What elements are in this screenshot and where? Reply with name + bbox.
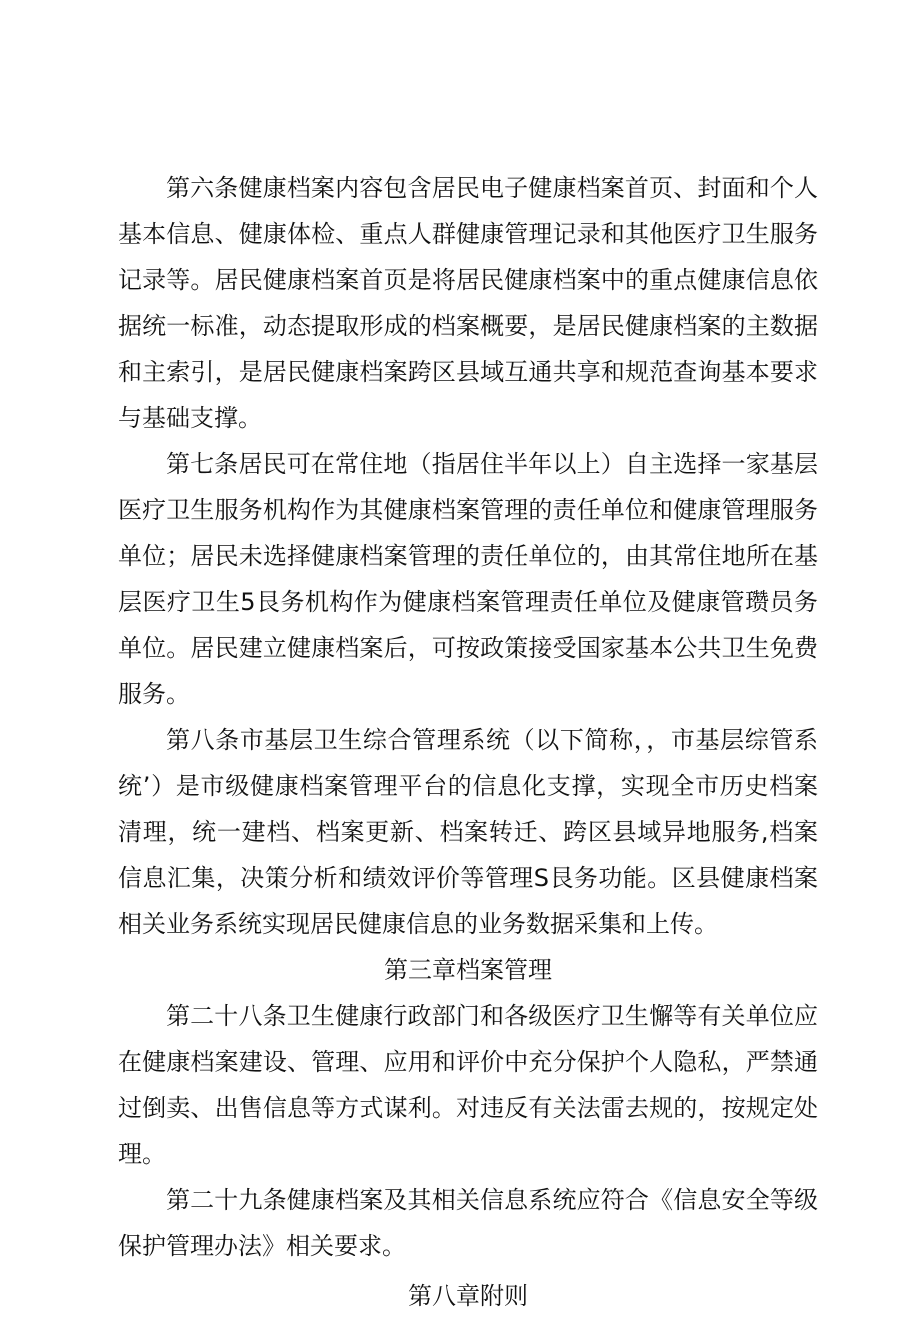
article-28-paragraph: 第二十八条卫生健康行政部门和各级医疗卫生懈等有关单位应在健康档案建设、管理、应用和评价中充分保护个人隐私，严禁通过倒卖、出售信息等方式谋利。对违反有关法雷去规的，按规定处理。: [118, 1002, 818, 1168]
chapter-8-heading: 第八章附则: [408, 1282, 528, 1310]
article-8-paragraph: 第八条市基层卫生综合管理系统（以下简称，，市基层综管系统’）是市级健康档案管理平台的信息化支撑，实现全市历史档案清理，统一建档、档案更新、档案转迁、跨区县域异地服务,档案信息汇集，决策分析和绩效评价等管理S艮务功能。区县健康档案相关业务系统实现居民健康信息的业务数据采集和上传。: [118, 726, 818, 938]
chapter-3-heading: 第三章档案管理: [384, 956, 552, 984]
article-6-paragraph: 第六条健康档案内容包含居民电子健康档案首页、封面和个人基本信息、健康体检、重点人群健康管理记录和其他医疗卫生服务记录等。居民健康档案首页是将居民健康档案中的重点健康信息依据统一标准，动态提取形成的档案概要，是居民健康档案的主数据和主索引，是居民健康档案跨区县域互通共享和规范查询基本要求与基础支撑。: [118, 174, 818, 432]
article-7-paragraph: 第七条居民可在常住地（指居住半年以上）自主选择一家基层医疗卫生服务机构作为其健康档案管理的责任单位和健康管理服务单位；居民未选择健康档案管理的责任单位的，由其常住地所在基层医疗卫生5艮务机构作为健康档案管理责任单位及健康管瓒员务单位。居民建立健康档案后，可按政策接受国家基本公共卫生免费服务。: [118, 450, 818, 708]
document-body: [118, 165, 818, 1319]
article-29-paragraph: 第二十九条健康档案及其相关信息系统应符合《信息安全等级保护管理办法》相关要求。: [118, 1186, 818, 1260]
